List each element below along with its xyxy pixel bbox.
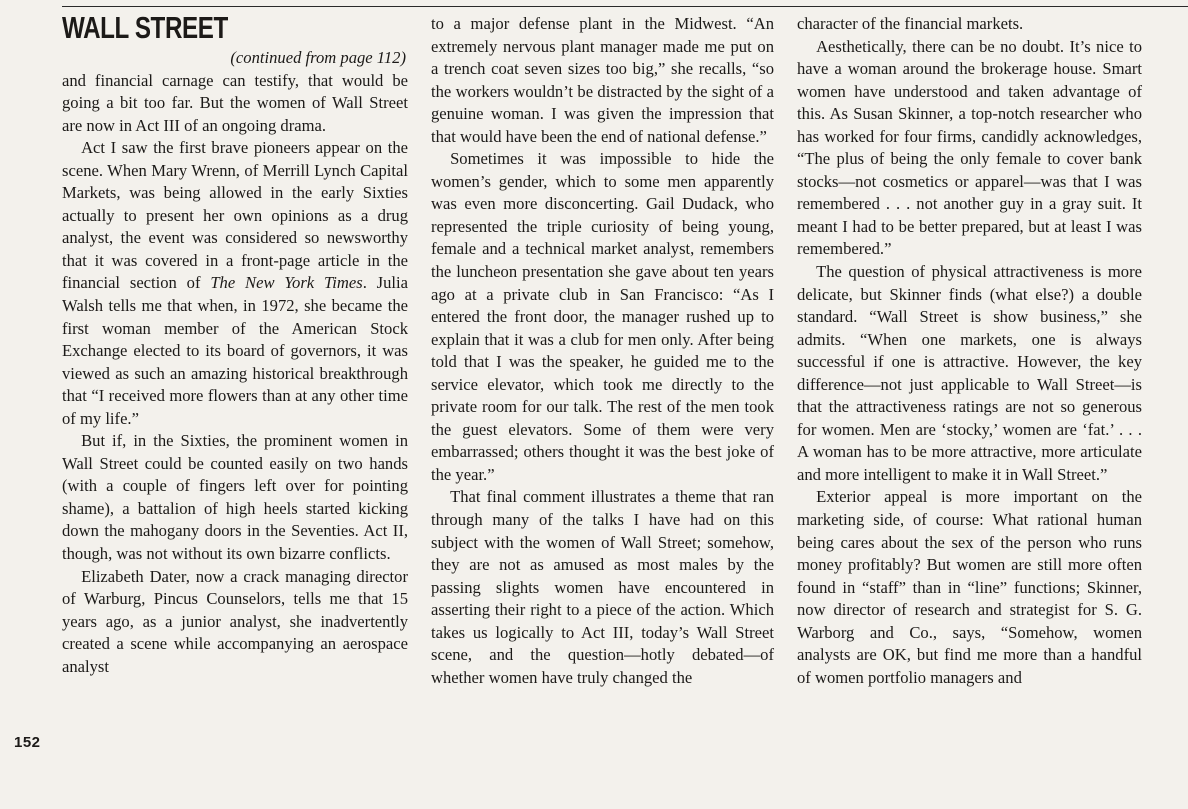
- top-rule: [62, 6, 1188, 7]
- headline: WALL STREET: [62, 10, 228, 45]
- paragraph: Elizabeth Dater, now a crack managing director of Warburg, Pincus Counselors, tells me that 15 years ago, as a junior analyst, she inadvertently created a scene while accompanying an aerospace analyst: [62, 566, 408, 676]
- paragraph: character of the financial markets.: [797, 14, 1024, 33]
- paragraph: Sometimes it was impossible to hide the women’s gender, which to some men apparently was even more disconcerting. Gail Dudack, who represented the triple curiosity of being young, female and a technical market analyst, remembers the luncheon presentation she gave about ten years ago at a private club in San Francisco: “As I entered the front door, the manager rushed up to explain that it was a club for men only. After being told that I was the speaker, he guided me to the service elevator, which took me directly to the private room for our talk. The rest of the men took the guest elevators. Some of them were very embarrassed; others thought it was the best joke of the year.”: [431, 149, 774, 484]
- paragraph: to a major defense plant in the Midwest. “An extremely nervous plant manager made me put on a trench coat seven sizes too big,” she recalls, “so the workers wouldn’t be distracted by the sight of a genuine woman. I was given the impression that that would have been the end of national defense.”: [431, 14, 774, 146]
- paragraph: [62, 137, 408, 430]
- column-2: [431, 13, 774, 689]
- column-1: [62, 9, 408, 678]
- paragraph: The question of physical attractiveness is more delicate, but Skinner finds (what else?) a double standard. “Wall Street is show business,” she admits. “When one markets, one is always successful if one is attractive. However, the key difference—not just applicable to Wall Street—is that the attractiveness ratings are not so generous for women. Men are ‘stocky,’ women are ‘fat.’ . . . A woman has to be more attractive, more articulate and more intelligent to make it in Wall Street.”: [797, 262, 1142, 484]
- paragraph: That final comment illustrates a theme that ran through many of the talks I have had on this subject with the women of Wall Street; somehow, they are not as amused as most males by the passing slights women have encountered in asserting their right to a piece of the action. Which takes us logically to Act III, today’s Wall Street scene, and the question—hotly debated—of whether women have truly changed the: [431, 487, 774, 687]
- paragraph: But if, in the Sixties, the prominent women in Wall Street could be counted easily on two hands (with a couple of fingers left over for pointing shame), a battalion of high heels started kicking down the mahogany doors in the Seventies. Act II, though, was not without its own bizarre conflicts.: [62, 431, 408, 563]
- paragraph-text: . Julia Walsh tells me that when, in 1972, she became the first woman member of the American Stock Exchange elected to its board of governors, it was viewed as such an amazing historical breakthrough that “I received more flowers than at any other time of my life.”: [62, 273, 409, 428]
- publication-name: The New York Times: [210, 273, 363, 293]
- paragraph-text: Act I saw the first brave pioneers appear on the scene. When Mary Wrenn, of Merrill Lynch Capital Markets, was being allowed in the early Sixties actually to present her own opinions as a drug analyst, the event was considered so newsworthy that it was covered in a front-page article in the financial section of: [62, 138, 408, 293]
- column-3: [797, 13, 1142, 689]
- paragraph: Exterior appeal is more important on the marketing side, of course: What rational human being cares about the sex of the person who runs money profitably? But women are still more often found in “staff” than in “line” functions; Skinner, now director of research and strategist for S. G. Warborg and Co., says, “Somehow, women analysts are OK, but find me more than a handful of women portfolio managers and: [797, 487, 1142, 687]
- paragraph: Aesthetically, there can be no doubt. It’s nice to have a woman around the brokerage house. Smart women have understood and taken advantage of this. As Susan Skinner, a top-notch researcher who has worked for four firms, candidly acknowledges, “The plus of being the only female to cover bank stocks—not cosmetics or apparel—was that I was remembered . . . not another guy in a gray suit. It meant I had to be better prepared, but at least I was remembered.”: [797, 36, 1142, 259]
- paragraph: and financial carnage can testify, that would be going a bit too far. But the women of Wall Street are now in Act III of an ongoing drama.: [62, 70, 408, 135]
- page-number: 152: [14, 734, 41, 751]
- continued-note: (continued from page 112): [230, 48, 406, 67]
